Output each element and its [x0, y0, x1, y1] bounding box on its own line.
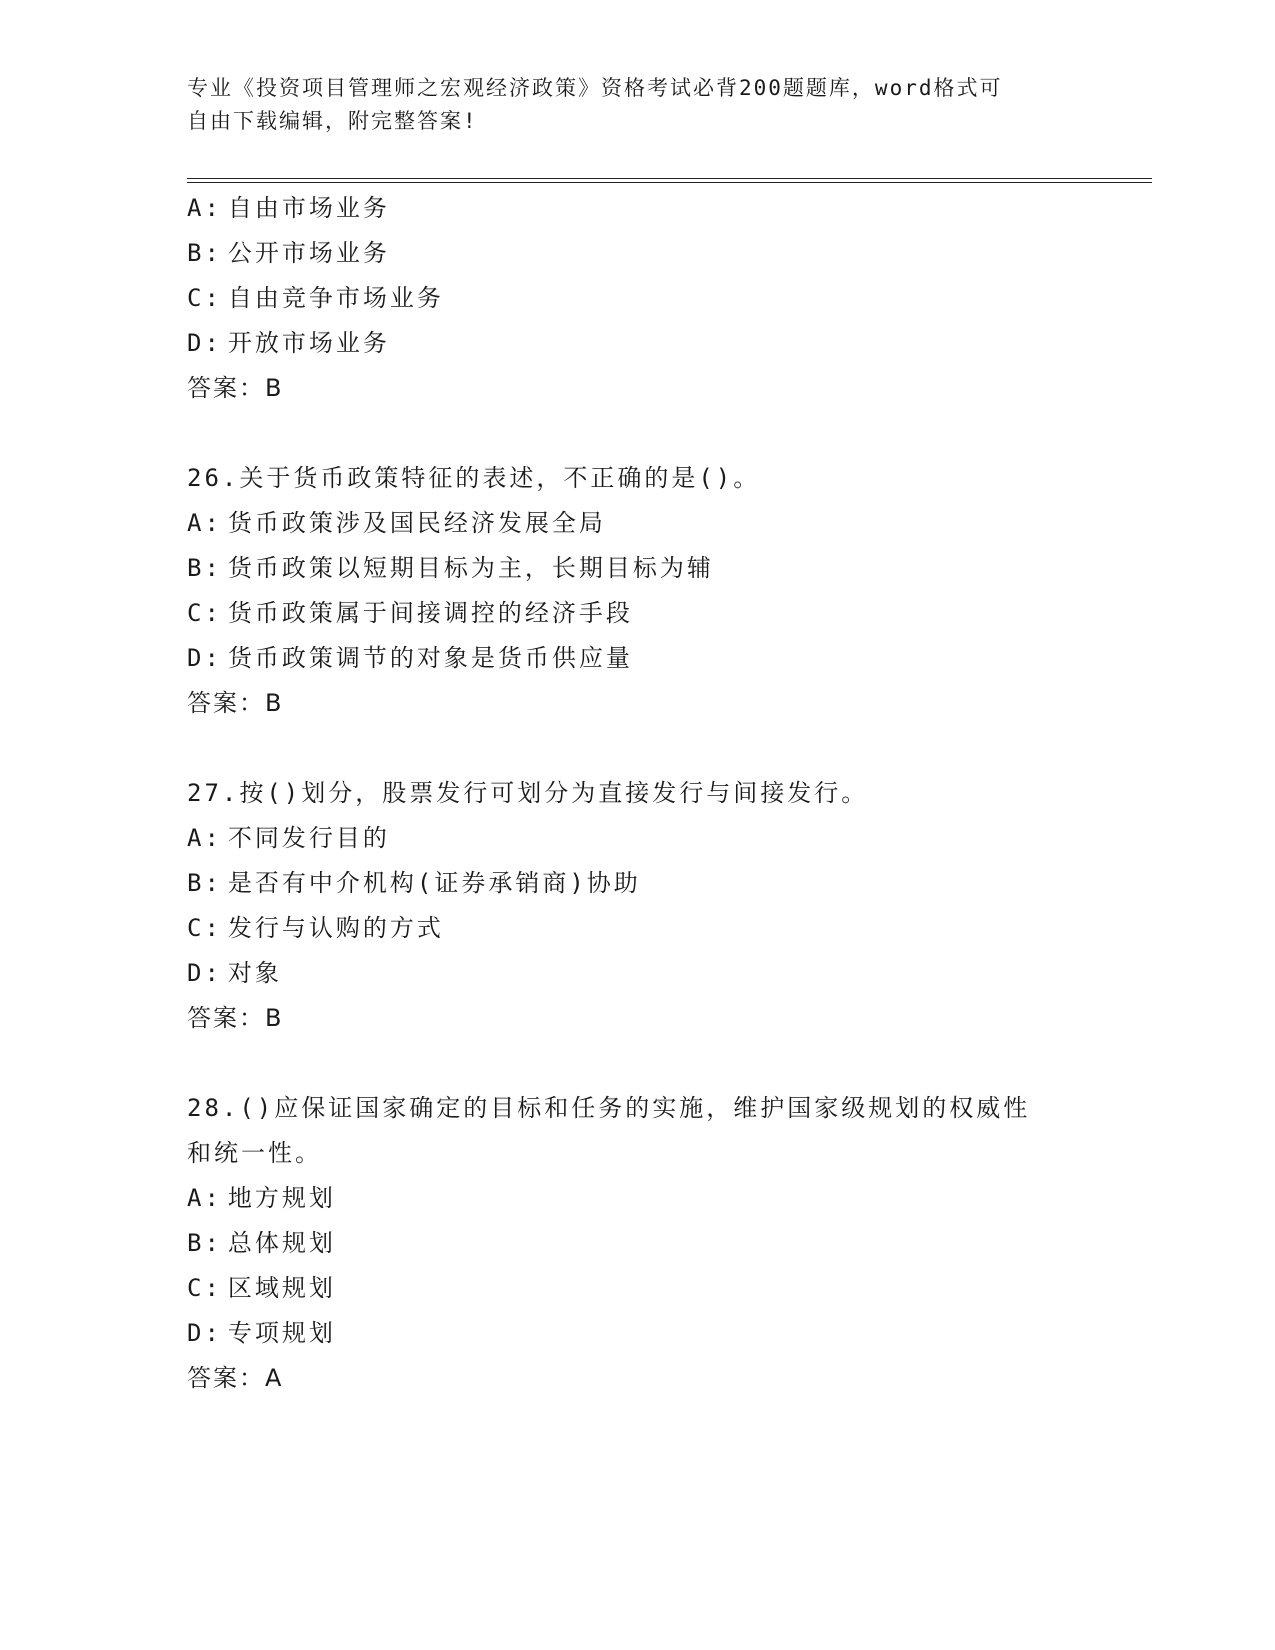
option-text: 地方规划: [227, 1184, 336, 1212]
option-letter: A:: [187, 824, 222, 852]
header-line-2: 自由下载编辑，附完整答案!: [187, 109, 478, 133]
option-row: [187, 238, 390, 268]
document-header: [187, 72, 1087, 138]
option-row: [187, 193, 390, 223]
option-text: 对象: [227, 959, 282, 987]
option-row: [187, 1318, 336, 1348]
option-row: [187, 1183, 336, 1213]
option-text: 自由市场业务: [227, 194, 390, 222]
option-letter: D:: [187, 959, 222, 987]
option-text: 自由竞争市场业务: [227, 284, 444, 312]
question-text-continued: 和统一性。: [187, 1139, 322, 1167]
option-row: [187, 598, 633, 628]
option-letter: B:: [187, 1229, 222, 1257]
option-row: [187, 1228, 336, 1258]
option-row: [187, 868, 641, 898]
option-letter: B:: [187, 239, 222, 267]
option-letter: A:: [187, 509, 222, 537]
option-letter: C:: [187, 914, 222, 942]
option-row: [187, 643, 633, 673]
option-row: [187, 823, 390, 853]
header-divider-top: [187, 178, 1152, 179]
answer-line: 答案：B: [187, 374, 284, 402]
question-text: 27.按()划分，股票发行可划分为直接发行与间接发行。: [187, 779, 869, 807]
option-letter: C:: [187, 284, 222, 312]
option-text: 货币政策以短期目标为主，长期目标为辅: [227, 554, 714, 582]
option-letter: D:: [187, 1319, 222, 1347]
option-text: 区域规划: [227, 1274, 336, 1302]
answer-line: 答案：B: [187, 689, 284, 717]
header-divider-bottom: [187, 182, 1152, 183]
header-line-1: 专业《投资项目管理师之宏观经济政策》资格考试必背200题题库，word格式可: [187, 76, 1003, 100]
option-text: 货币政策属于间接调控的经济手段: [227, 599, 633, 627]
option-letter: D:: [187, 644, 222, 672]
option-text: 专项规划: [227, 1319, 336, 1347]
option-text: 不同发行目的: [227, 824, 390, 852]
option-row: [187, 328, 390, 358]
option-row: [187, 913, 444, 943]
option-letter: C:: [187, 1274, 222, 1302]
option-letter: D:: [187, 329, 222, 357]
option-text: 货币政策调节的对象是货币供应量: [227, 644, 633, 672]
option-text: 发行与认购的方式: [227, 914, 444, 942]
option-letter: B:: [187, 869, 222, 897]
option-row: [187, 958, 282, 988]
answer-line: 答案：B: [187, 1004, 284, 1032]
option-text: 货币政策涉及国民经济发展全局: [227, 509, 606, 537]
option-text: 公开市场业务: [227, 239, 390, 267]
option-letter: C:: [187, 599, 222, 627]
question-text: 26.关于货币政策特征的表述，不正确的是()。: [187, 464, 761, 492]
option-text: 总体规划: [227, 1229, 336, 1257]
option-text: 是否有中介机构(证券承销商)协助: [227, 869, 641, 897]
question-text: 28.()应保证国家确定的目标和任务的实施，维护国家级规划的权威性: [187, 1094, 1031, 1122]
option-row: [187, 553, 714, 583]
option-row: [187, 283, 444, 313]
answer-line: 答案：A: [187, 1364, 284, 1392]
option-text: 开放市场业务: [227, 329, 390, 357]
option-row: [187, 1273, 336, 1303]
option-letter: A:: [187, 194, 222, 222]
option-letter: B:: [187, 554, 222, 582]
option-row: [187, 508, 606, 538]
option-letter: A:: [187, 1184, 222, 1212]
